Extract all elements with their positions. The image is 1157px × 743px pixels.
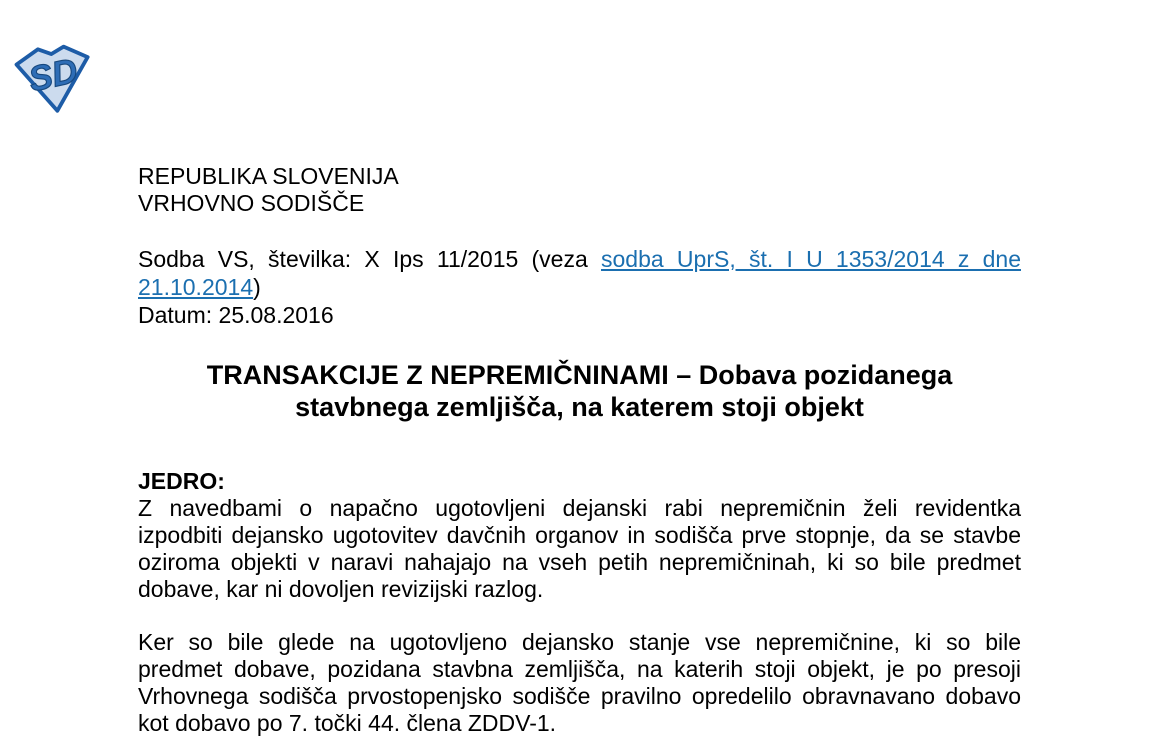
jedro-paragraph-1: [138, 495, 1021, 603]
court-name-line: VRHOVNO SODIŠČE: [138, 190, 365, 216]
date-line: Datum: 25.08.2016: [138, 302, 334, 328]
sd-shield-icon: [9, 40, 100, 118]
case-number-text: Sodba VS, številka: X Ips 11/2015 (veza: [138, 246, 602, 272]
jedro-paragraph-2: [138, 629, 1021, 737]
document-content: [138, 0, 1021, 737]
supreme-court-logo: [9, 40, 100, 118]
jedro-heading: JEDRO:: [138, 468, 225, 494]
text-line: Ker so bile glede na ugotovljeno dejansko stanje vse nepremičnine, ki so bile: [138, 629, 1021, 655]
republic-line: REPUBLIKA SLOVENIJA: [138, 163, 399, 189]
document-title: [138, 359, 1021, 423]
text-line: Z navedbami o napačno ugotovljeni dejanski rabi nepremičnin želi revidentka: [138, 495, 1021, 521]
text-line: izpodbiti dejansko ugotovitev davčnih organov in sodišča prve stopnje, da se stavbe: [138, 522, 1021, 548]
case-reference-block: [138, 245, 1021, 329]
text-line: kot dobavo po 7. točki 44. člena ZDDV-1.: [138, 710, 557, 736]
text-line: Vrhovnega sodišča prvostopenjsko sodišče pravilno opredelilo obravnavano dobavo: [138, 683, 1021, 709]
logo-letters: SD: [25, 51, 82, 100]
case-reference-link-continuation[interactable]: 21.10.2014: [138, 274, 254, 300]
case-reference-line-1: [138, 245, 1021, 273]
case-reference-line-2: [138, 273, 1021, 301]
text-line: dobave, kar ni dovoljen revizijski razlog.: [138, 576, 544, 602]
document-header: [138, 163, 1021, 217]
case-reference-link[interactable]: sodba UprS, št. I U 1353/2014 z dne: [601, 246, 1021, 272]
text-line: oziroma objekti v naravi nahajajo na vseh petih nepremičninah, ki so bile predmet: [138, 549, 1021, 575]
text-line: TRANSAKCIJE Z NEPREMIČNINAMI – Dobava pozidanega: [206, 360, 953, 390]
text-line: stavbnega zemljišča, na katerem stoji objekt: [295, 392, 864, 422]
text-line: predmet dobave, pozidana stavbna zemljišča, na katerih stoji objekt, je po presoji: [138, 656, 1021, 682]
case-reference-suffix: ): [253, 274, 261, 300]
